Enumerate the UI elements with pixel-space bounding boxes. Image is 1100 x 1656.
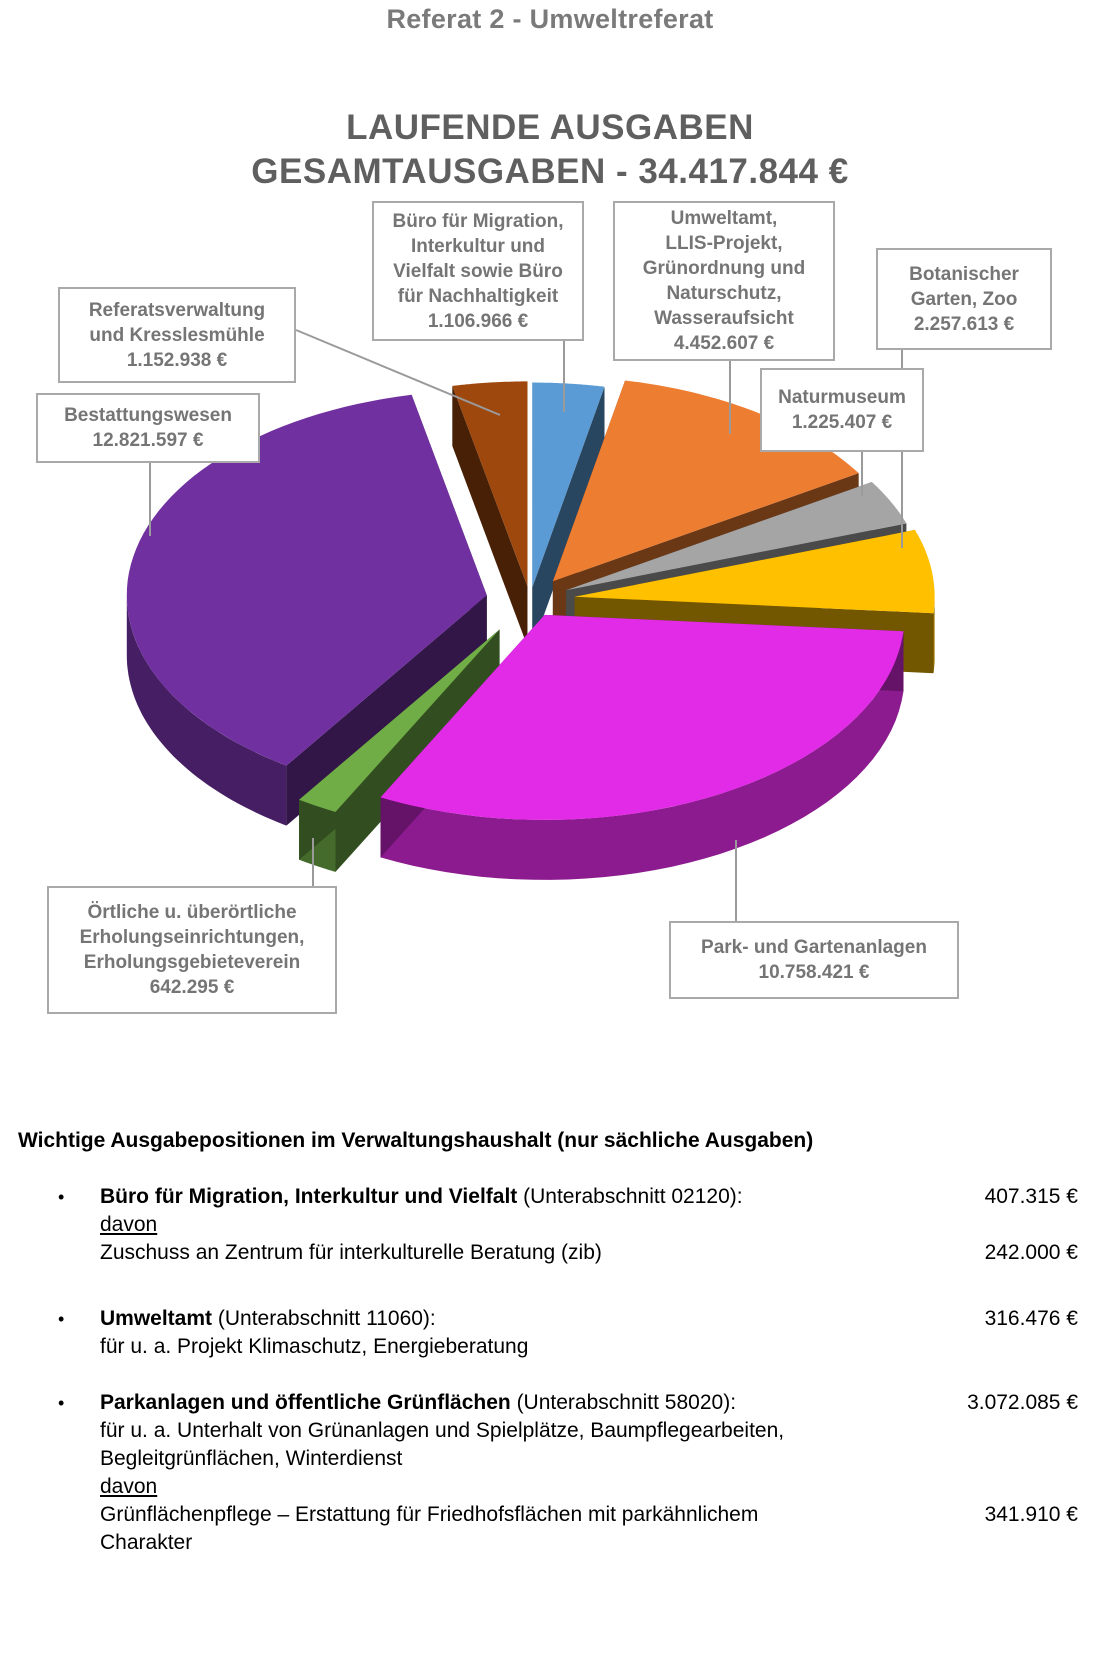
item-amount: 3.072.085 €	[967, 1391, 1078, 1414]
davon-label: davon	[100, 1213, 158, 1236]
callout-migration-value: 1.106.966 €	[427, 310, 529, 332]
callout-umweltamt-value: 4.452.607 €	[673, 333, 775, 354]
callout-botanischer-garten	[876, 248, 1052, 350]
callout-erholung	[47, 886, 337, 1014]
page-header: Referat 2 - Umweltreferat	[386, 4, 714, 34]
callout-erholung-name: Örtliche u. überörtliche Erholungseinrichtungen, Erholungsgebieteverein	[79, 902, 305, 973]
callout-umweltamt	[613, 201, 835, 361]
callout-bestattungswesen-value: 12.821.597 €	[92, 430, 204, 451]
callout-park-gartenanlagen-value: 10.758.421 €	[758, 962, 870, 983]
callout-botanischer-garten-value: 2.257.613 €	[913, 313, 1015, 335]
section-title: Wichtige Ausgabepositionen im Verwaltungshaushalt (nur sächliche Ausgaben)	[18, 1129, 814, 1152]
item-sub-text-line-2: Charakter	[100, 1531, 193, 1554]
item-sub-amount: 242.000 €	[984, 1241, 1078, 1264]
callout-migration	[372, 201, 584, 341]
callout-park-gartenanlagen-name: Park- und Gartenanlagen	[701, 937, 927, 958]
callout-migration-name: Büro für Migration, Interkultur und Vielfalt sowie Büro für Nachhaltigkeit	[392, 210, 564, 307]
callout-park-gartenanlagen	[669, 921, 959, 999]
item-heading: Umweltamt	[100, 1307, 213, 1330]
item-subheading: (Unterabschnitt 02120):	[517, 1185, 743, 1208]
item-sub-amount: 341.910 €	[984, 1503, 1078, 1526]
bullet: •	[58, 1309, 65, 1329]
item-heading: Büro für Migration, Interkultur und Vielfalt	[100, 1185, 518, 1208]
callout-naturmuseum	[760, 368, 924, 452]
item-description: für u. a. Projekt Klimaschutz, Energieberatung	[100, 1335, 529, 1358]
item-sub-text: Zuschuss an Zentrum für interkulturelle Beratung (zib)	[100, 1241, 602, 1264]
chart-title-line-2: GESAMTAUSGABEN - 34.417.844 €	[251, 152, 849, 191]
item-subheading: (Unterabschnitt 11060):	[212, 1307, 436, 1330]
item-heading: Parkanlagen und öffentliche Grünflächen	[100, 1391, 511, 1414]
callout-botanischer-garten-name: Botanischer Garten, Zoo	[909, 263, 1019, 310]
bullet: •	[58, 1187, 65, 1207]
callout-erholung-value: 642.295 €	[149, 977, 235, 998]
item-description-line-2: Begleitgrünflächen, Winterdienst	[100, 1447, 403, 1470]
chart-title-line-1: LAUFENDE AUSGABEN	[346, 108, 754, 147]
item-sub-text-line-1: Grünflächenpflege – Erstattung für Friedhofsflächen mit parkähnlichem	[100, 1503, 759, 1526]
item-amount: 316.476 €	[984, 1307, 1078, 1330]
callout-referatsverwaltung-name: Referatsverwaltung und Kresslesmühle	[88, 299, 266, 346]
davon-label: davon	[100, 1475, 158, 1498]
callout-bestattungswesen-name: Bestattungswesen	[64, 405, 232, 426]
callout-umweltamt-name: Umweltamt, LLIS-Projekt, Grünordnung und Naturschutz, Wasseraufsicht	[642, 208, 806, 329]
item-amount: 407.315 €	[984, 1185, 1078, 1208]
callout-bestattungswesen	[36, 393, 260, 463]
bullet: •	[58, 1393, 65, 1413]
callout-referatsverwaltung-value: 1.152.938 €	[126, 349, 228, 371]
callout-naturmuseum-value: 1.225.407 €	[791, 412, 893, 433]
callout-referatsverwaltung	[58, 287, 296, 383]
item-subheading: (Unterabschnitt 58020):	[510, 1391, 737, 1414]
callout-naturmuseum-name: Naturmuseum	[778, 387, 906, 408]
item-description-line-1: für u. a. Unterhalt von Grünanlagen und Spielplätze, Baumpflegearbeiten,	[100, 1419, 785, 1442]
